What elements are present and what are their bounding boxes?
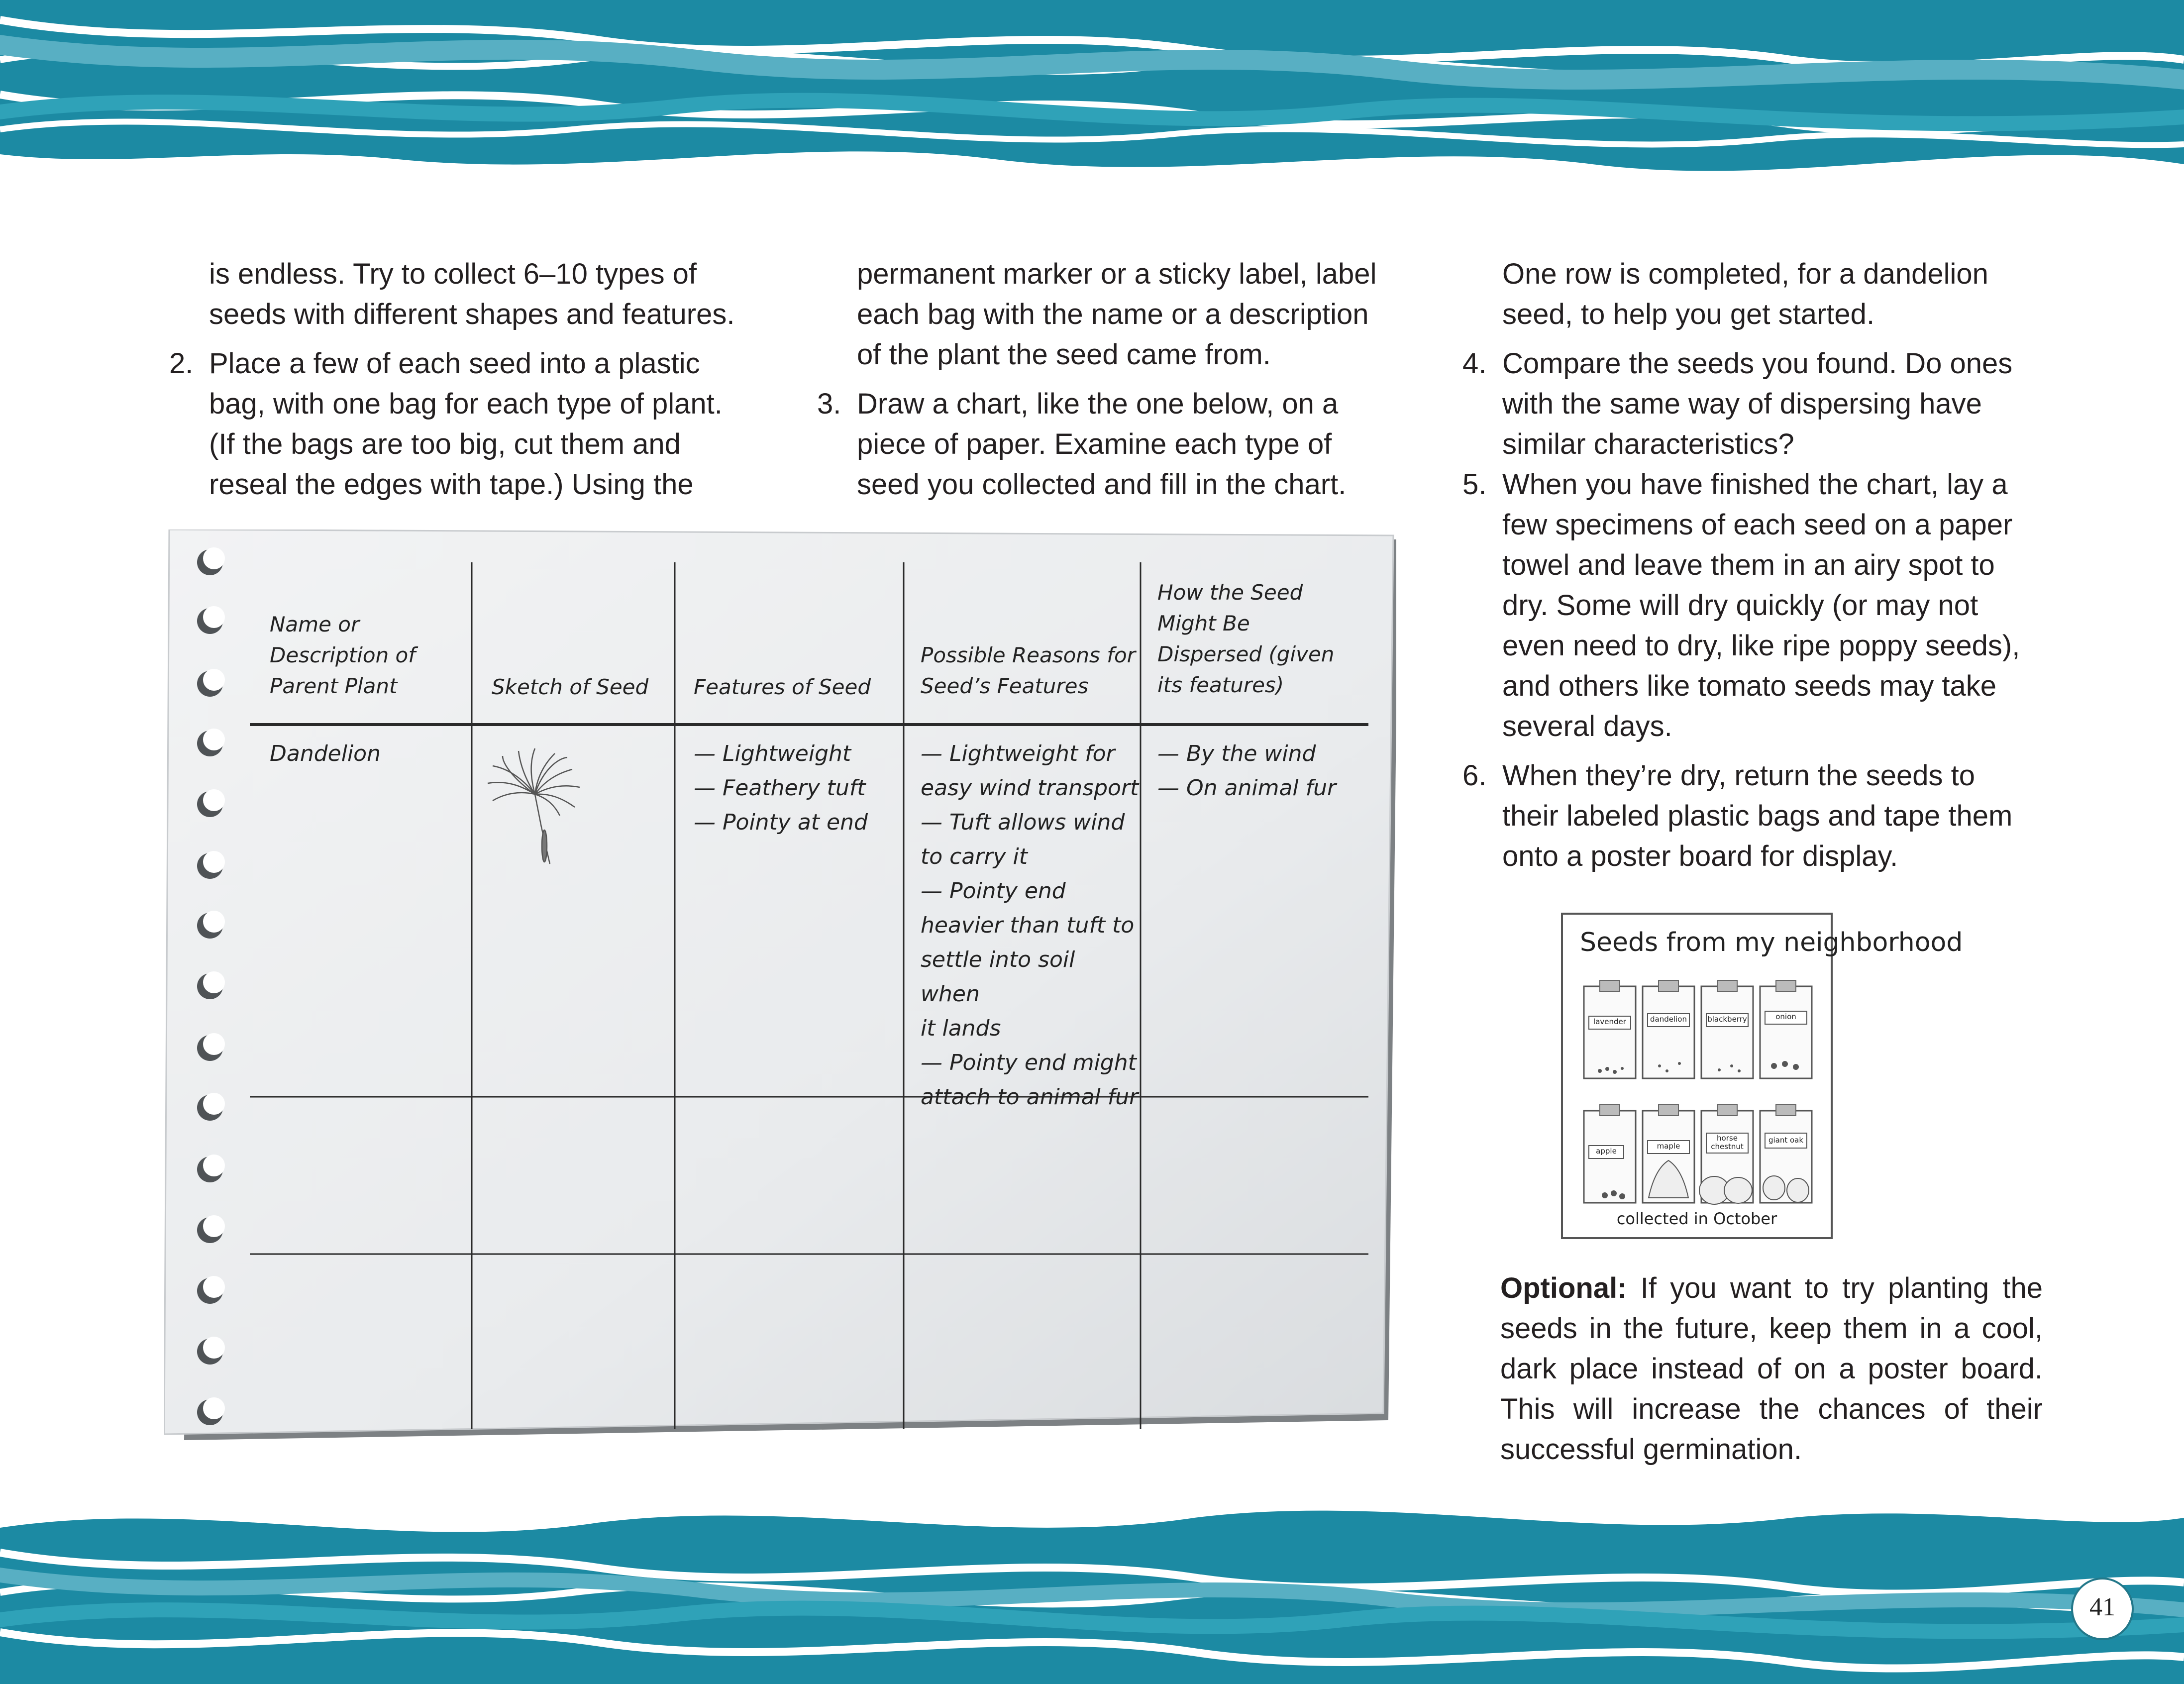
text-line: even need to dry, like ripe poppy seeds),: [1502, 630, 2020, 662]
text-line: Place a few of each seed into a plastic: [209, 347, 700, 380]
step-3: [817, 384, 1399, 505]
cell-dispersal: [1157, 737, 1386, 805]
text-line: One row is completed, for a dandelion: [1502, 258, 1988, 290]
step-number: 6.: [1462, 759, 1487, 792]
top-wave-decoration: [0, 0, 2184, 189]
step-5: [1462, 464, 2043, 746]
text-line: seed you collected and fill in the chart.: [857, 468, 1347, 501]
text-line: their labeled plastic bags and tape them: [1502, 800, 2013, 832]
cell-line: — Pointy end: [921, 878, 1066, 904]
step-2: [169, 343, 751, 505]
column-2: [817, 254, 1399, 505]
text-line: and others like tomato seeds may take: [1502, 670, 1996, 702]
text-line: seed, to help you get started.: [1502, 298, 1875, 330]
seed-poster-illustration: [1560, 912, 1963, 1240]
cell-line: to carry it: [921, 844, 1028, 869]
text-line: seeds with different shapes and features.: [209, 298, 735, 330]
cell-line: — By the wind: [1157, 741, 1316, 766]
step-number: 2.: [169, 347, 194, 380]
poster-label-lavender: lavender: [1593, 1017, 1626, 1026]
cell-line: easy wind transport: [921, 775, 1139, 801]
bottom-wave-decoration: [0, 1498, 2184, 1684]
poster-caption: collected in October: [1616, 1209, 1777, 1228]
header-line: Name or: [270, 612, 360, 636]
header-reasons: [921, 640, 1140, 702]
header-line: Might Be: [1157, 611, 1250, 635]
step-6: [1462, 755, 2043, 876]
text-line: permanent marker or a sticky label, label: [857, 258, 1377, 290]
poster-label-onion: onion: [1775, 1012, 1796, 1021]
cell-line: — Pointy at end: [694, 810, 868, 835]
text-line: several days.: [1502, 710, 1672, 742]
cell-line: attach to animal fur: [921, 1084, 1139, 1110]
optional-text: If you want to try planting the seeds in the future, keep them in a cool, dark place instead of on a poster board. This will increase the chances of their successful germination.: [1500, 1272, 2043, 1466]
header-line: Sketch of Seed: [492, 675, 649, 699]
text-line: Compare the seeds you found. Do ones: [1502, 347, 2013, 380]
poster-label-horse-chestnut: horse chestnut: [1711, 1134, 1744, 1151]
text-line: (If the bags are too big, cut them and: [209, 428, 681, 460]
cell-line: — On animal fur: [1157, 775, 1337, 801]
header-line: Dispersed (given: [1157, 642, 1335, 666]
text-line: dry. Some will dry quickly (or may not: [1502, 589, 1978, 622]
cell-line: it lands: [921, 1016, 1001, 1041]
header-line: Seed’s Features: [921, 674, 1089, 698]
step-number: 3.: [817, 388, 841, 420]
poster-label-giant-oak: giant oak: [1768, 1136, 1804, 1145]
header-features: [694, 672, 903, 703]
cell-line: — Tuft allows wind: [921, 810, 1125, 835]
header-line: its features): [1157, 673, 1284, 697]
poster-label-dandelion: dandelion: [1650, 1015, 1687, 1024]
text-line: bag, with one bag for each type of plant.: [209, 388, 723, 420]
header-line: How the Seed: [1157, 580, 1303, 605]
step-number: 4.: [1462, 347, 1487, 380]
cell-features: [694, 737, 903, 840]
text-line: with the same way of dispersing have: [1502, 388, 1982, 420]
header-line: Possible Reasons for: [921, 643, 1136, 667]
column-3: [1462, 254, 2043, 876]
poster-label-blackberry: blackberry: [1707, 1015, 1747, 1024]
header-name: [270, 609, 469, 702]
text-line: similar characteristics?: [1502, 428, 1794, 460]
text-line: each bag with the name or a description: [857, 298, 1369, 330]
text-line: onto a poster board for display.: [1502, 840, 1898, 872]
optional-note: [1500, 1268, 2043, 1470]
text-line: When you have finished the chart, lay a: [1502, 468, 2008, 501]
header-sketch: [492, 672, 671, 703]
step-number: 5.: [1462, 468, 1487, 501]
header-line: Parent Plant: [270, 674, 398, 698]
notebook-chart: [164, 529, 1396, 1444]
text-line: Draw a chart, like the one below, on a: [857, 388, 1339, 420]
header-line: Description of: [270, 643, 416, 667]
cell-reasons: [921, 737, 1140, 1114]
cell-line: — Lightweight for: [921, 741, 1115, 766]
column-1: [169, 254, 751, 505]
text-line: When they’re dry, return the seeds to: [1502, 759, 1975, 792]
poster-label-maple: maple: [1657, 1142, 1680, 1151]
text-line: few specimens of each seed on a paper: [1502, 509, 2013, 541]
cell-line: Dandelion: [270, 741, 381, 766]
poster-label-apple: apple: [1596, 1147, 1617, 1156]
text-line: towel and leave them in an airy spot to: [1502, 549, 1995, 581]
cell-line: — Pointy end might: [921, 1050, 1137, 1075]
step-4: [1462, 343, 2043, 464]
header-dispersal: [1157, 577, 1386, 701]
header-line: Features of Seed: [694, 675, 871, 699]
text-line: of the plant the seed came from.: [857, 338, 1271, 371]
cell-line: — Lightweight: [694, 741, 851, 766]
page-number: 41: [2089, 1593, 2115, 1621]
poster-drawing: [1560, 912, 1963, 1240]
cell-name: [270, 737, 469, 771]
text-line: is endless. Try to collect 6–10 types of: [209, 258, 697, 290]
cell-line: heavier than tuft to: [921, 913, 1135, 938]
text-line: piece of paper. Examine each type of: [857, 428, 1332, 460]
poster-title: Seeds from my neighborhood: [1580, 928, 1963, 957]
cell-line: — Feathery tuft: [694, 775, 866, 801]
cell-line: settle into soil when: [921, 947, 1075, 1007]
text-line: reseal the edges with tape.) Using the: [209, 468, 694, 501]
optional-label: Optional:: [1500, 1272, 1627, 1304]
